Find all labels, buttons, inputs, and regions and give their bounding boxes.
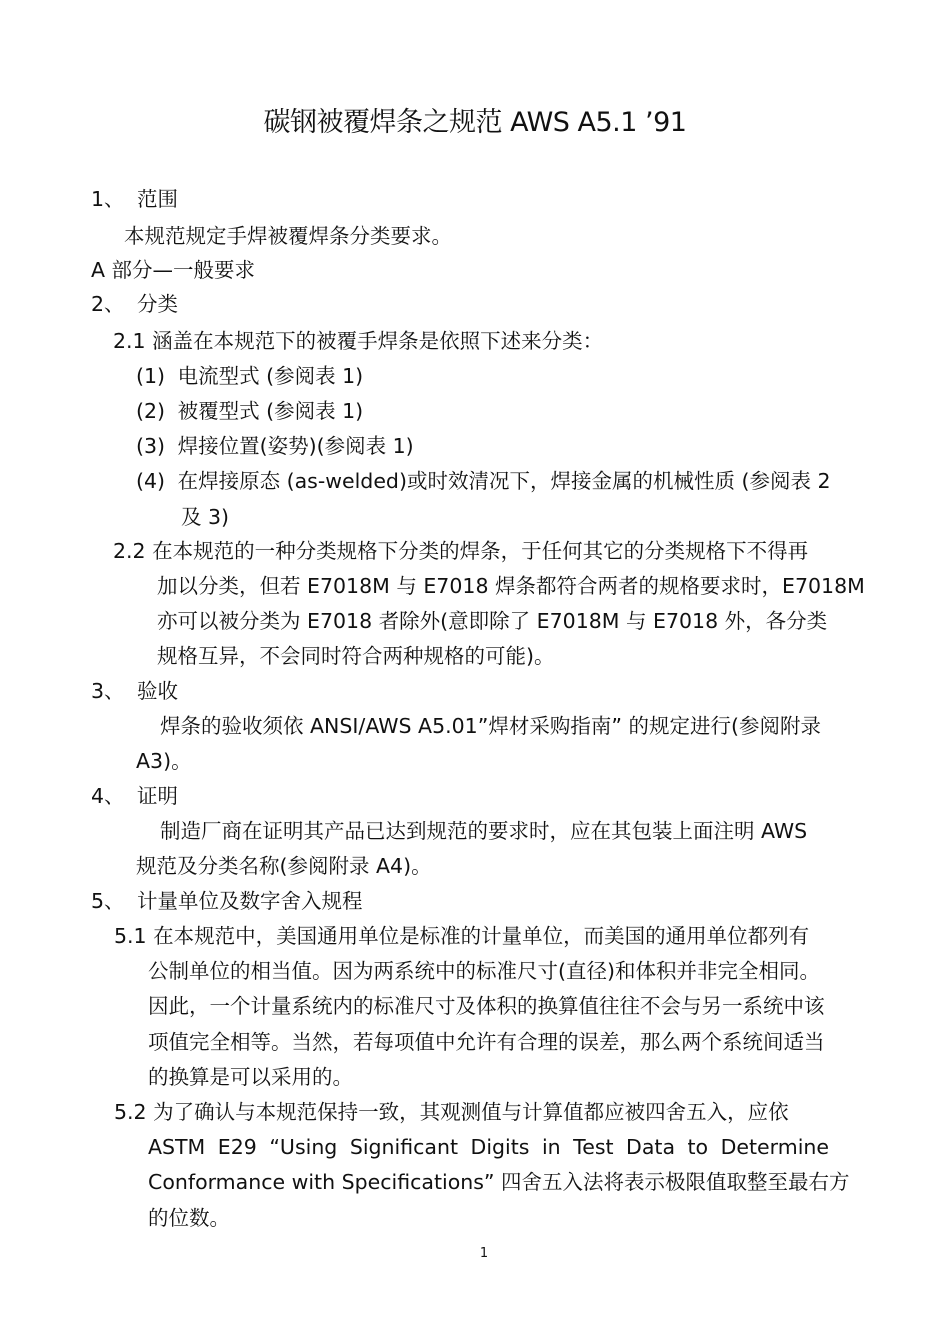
section-5-number: 5、 <box>91 889 125 913</box>
paragraph-5-1-line: 的换算是可以采用的。 <box>148 1065 353 1089</box>
list-item-text: 在焊接原态 (as-welded)或时效清况下，焊接金属的机械性质 (参阅表 2 <box>177 469 831 493</box>
paragraph-5-2-line: 的位数。 <box>148 1206 230 1230</box>
section-1-heading: 范围 <box>137 187 178 211</box>
list-item-text: 被覆型式 (参阅表 1) <box>177 399 364 423</box>
section-4-body-line: 规范及分类名称(参阅附录 A4)。 <box>136 854 432 878</box>
section-3-body-line: 焊条的验收须依 ANSI/AWS A5.01”焊材采购指南” 的规定进行(参阅附录 <box>160 714 821 738</box>
list-item-number: (3) <box>136 434 166 458</box>
section-3-heading: 验收 <box>137 679 178 703</box>
paragraph-5-1-line: 因此，一个计量系统内的标准尺寸及体积的换算值往往不会与另一系统中该 <box>148 994 825 1018</box>
list-item <box>136 397 363 425</box>
paragraph-2-2-line: 规格互异，不会同时符合两种规格的可能)。 <box>157 644 555 668</box>
list-item <box>136 467 831 495</box>
list-item-number: (1) <box>136 364 166 388</box>
list-item <box>136 432 414 460</box>
section-5-heading: 计量单位及数字舍入规程 <box>137 889 363 913</box>
section-1-body: 本规范规定手焊被覆焊条分类要求。 <box>124 224 452 248</box>
paragraph-5-1-line: 项值完全相等。当然，若每项值中允许有合理的误差，那么两个系统间适当 <box>148 1030 825 1054</box>
paragraph-2-2-line: 加以分类，但若 E7018M 与 E7018 焊条都符合两者的规格要求时，E7018M <box>157 574 865 598</box>
document-title: 碳钢被覆焊条之规范 AWS A5.1 ’91 <box>263 107 687 138</box>
section-2-number: 2、 <box>91 292 125 316</box>
section-4-heading: 证明 <box>137 784 178 808</box>
list-item-text: 电流型式 (参阅表 1) <box>177 364 364 388</box>
section-3-number: 3、 <box>91 679 125 703</box>
section-2-heading: 分类 <box>137 292 178 316</box>
part-a-heading: A 部分—一般要求 <box>91 258 256 282</box>
paragraph-5-2-line: ASTM E29 “Using Significant Digits in Test Data to Determine <box>148 1135 830 1159</box>
paragraph-5-1-line: 公制单位的相当值。因为两系统中的标准尺寸(直径)和体积并非完全相同。 <box>148 959 820 983</box>
list-item-text: 焊接位置(姿势)(参阅表 1) <box>177 434 414 458</box>
page-number: 1 <box>479 1246 489 1261</box>
section-4-body-line: 制造厂商在证明其产品已达到规范的要求时，应在其包装上面注明 AWS <box>160 819 808 843</box>
section-4-number: 4、 <box>91 784 125 808</box>
list-item-continuation: 及 3) <box>181 505 230 529</box>
list-item-number: (4) <box>136 469 166 493</box>
paragraph-5-1-line: 5.1 在本规范中，美国通用单位是标准的计量单位，而美国的通用单位都列有 <box>114 924 810 948</box>
section-3-body-line: A3)。 <box>136 749 192 773</box>
paragraph-2-2-line: 2.2 在本规范的一种分类规格下分类的焊条，于任何其它的分类规格下不得再 <box>113 539 809 563</box>
paragraph-2-1: 2.1 涵盖在本规范下的被覆手焊条是依照下述来分类： <box>113 329 604 353</box>
list-item-number: (2) <box>136 399 166 423</box>
list-item <box>136 362 363 390</box>
paragraph-2-2-line: 亦可以被分类为 E7018 者除外(意即除了 E7018M 与 E7018 外，各分类 <box>157 609 828 633</box>
paragraph-5-2-line: Conformance with Specifications” 四舍五入法将表示极限值取整至最右方 <box>148 1170 850 1194</box>
section-1-number: 1、 <box>91 187 125 211</box>
paragraph-5-2-line: 5.2 为了确认与本规范保持一致，其观测值与计算值都应被四舍五入，应依 <box>114 1100 789 1124</box>
